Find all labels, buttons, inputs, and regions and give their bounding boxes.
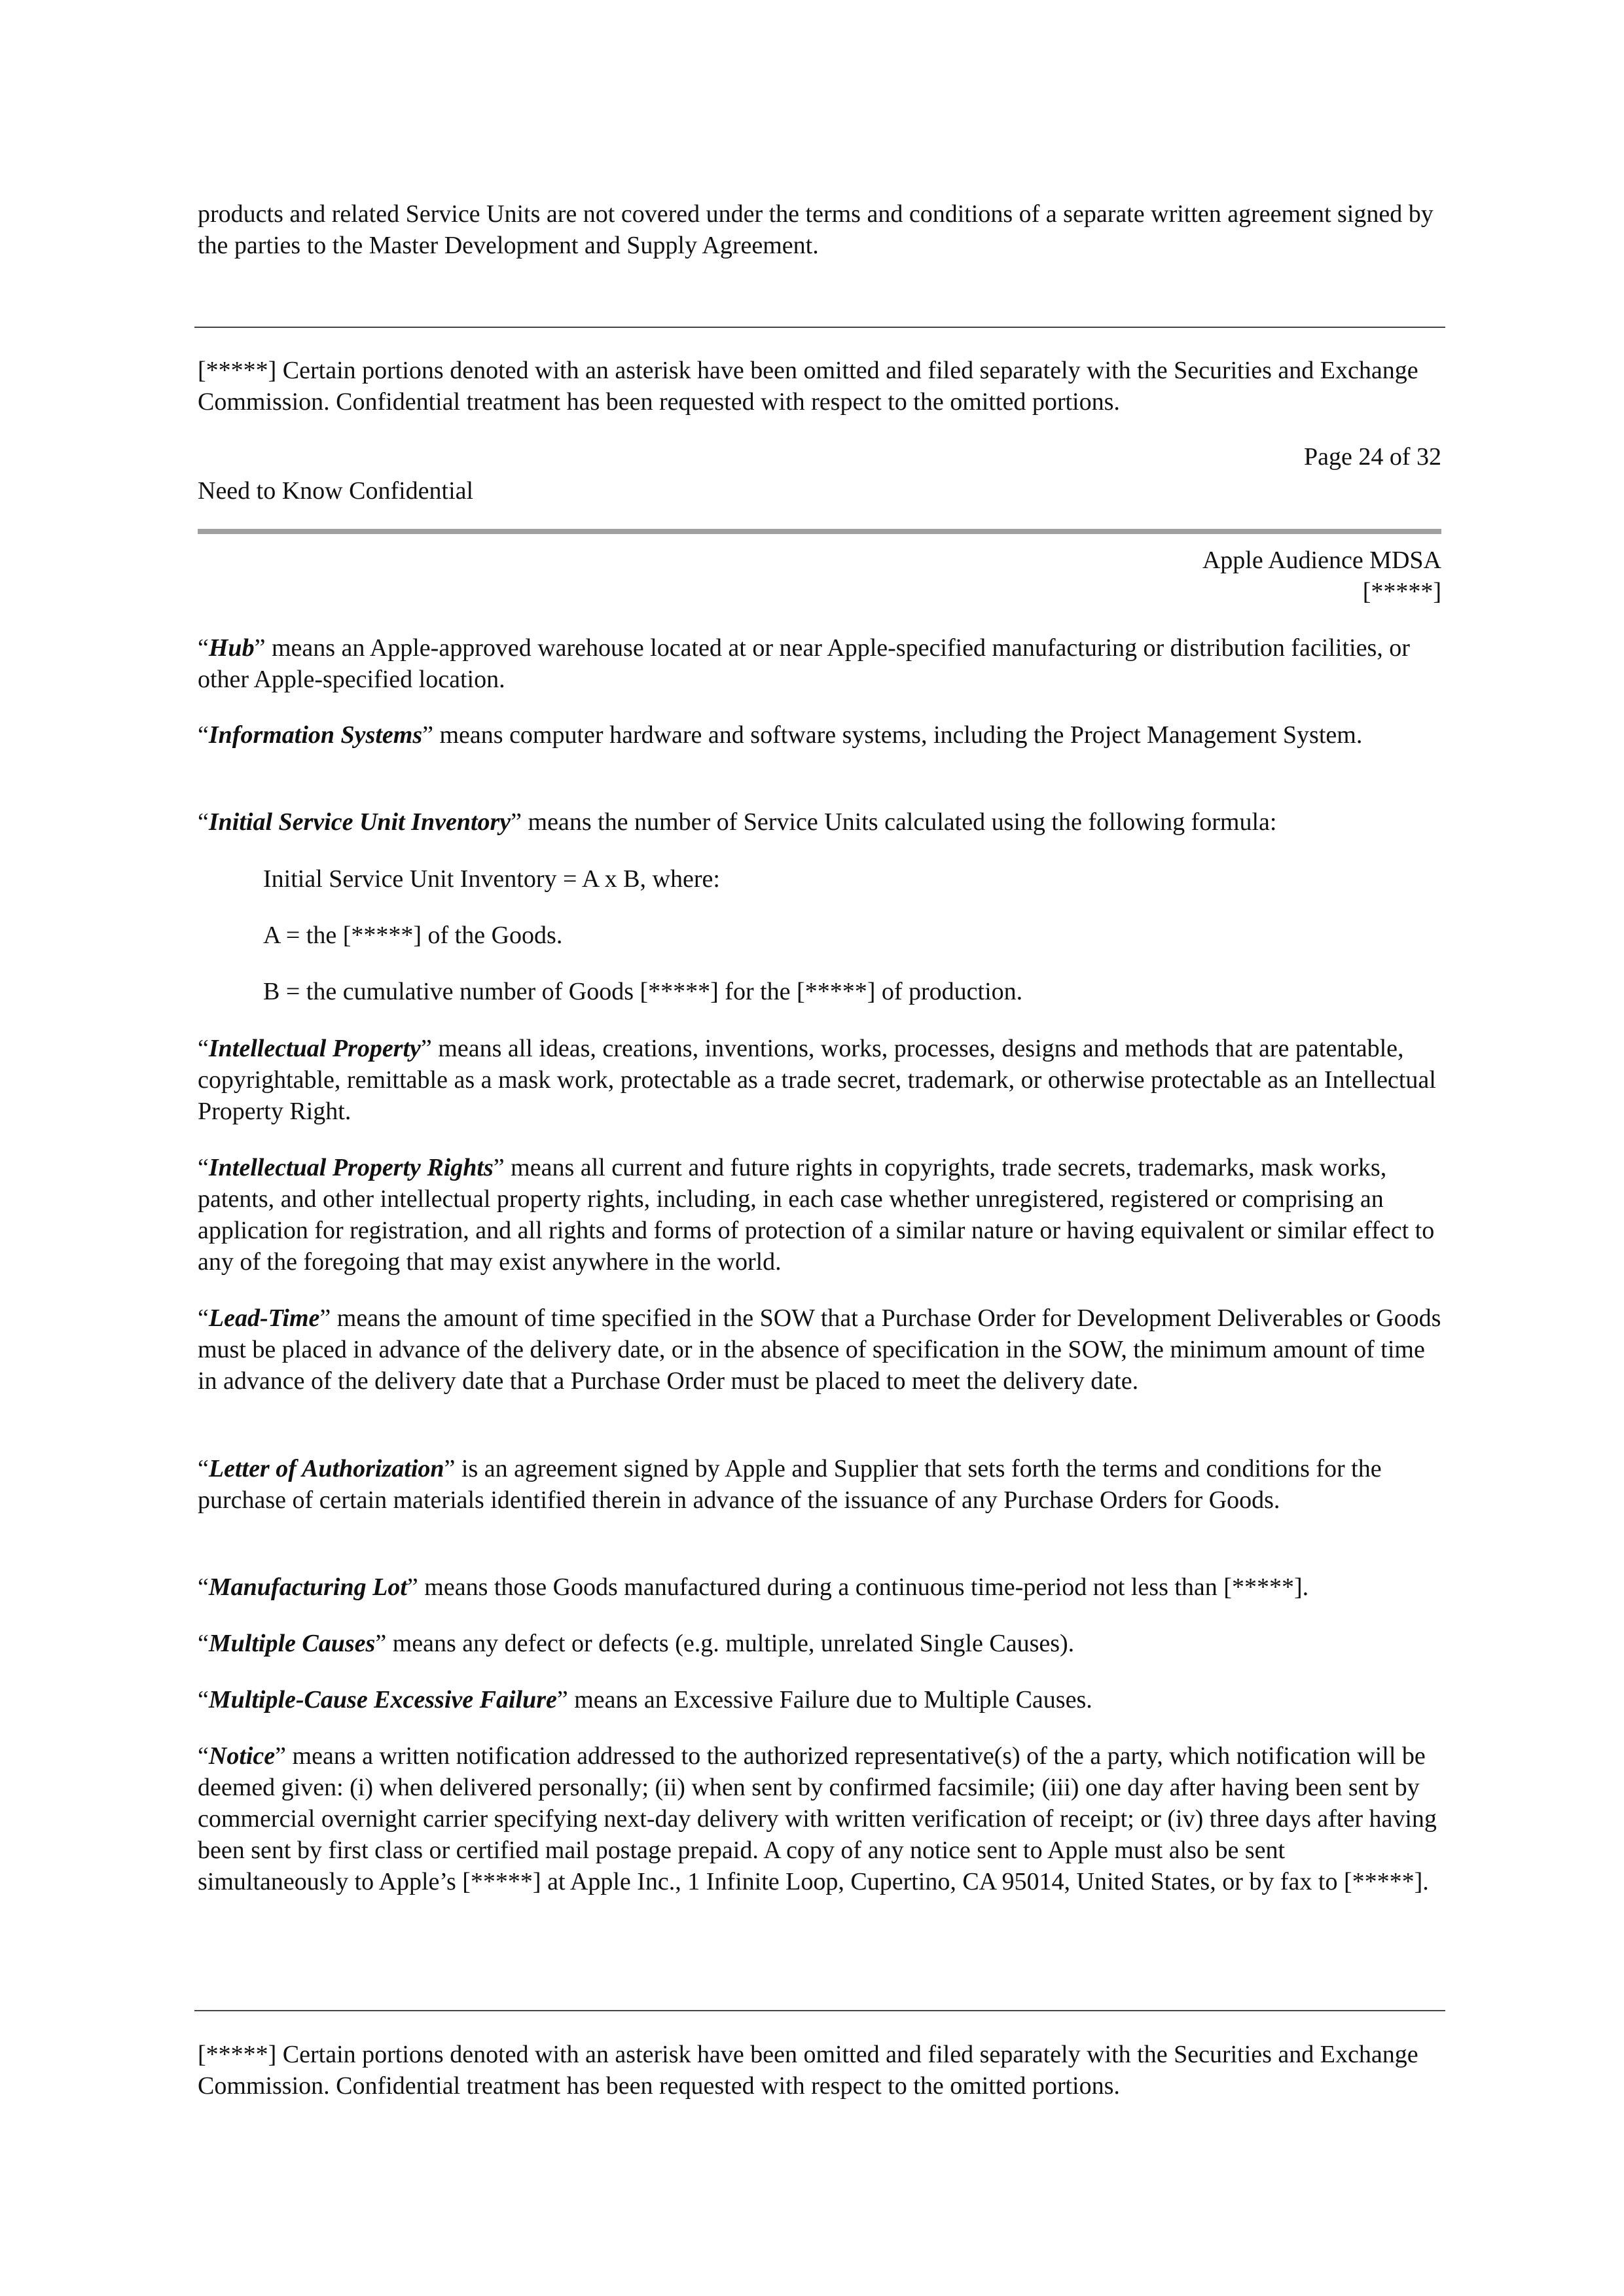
- definition-initial-service-unit-inventory: “Initial Service Unit Inventory” means the number of Service Units calculated using the following formula:: [198, 808, 1277, 836]
- definition-letter-of-authorization: “Letter of Authorization” is an agreement signed by Apple and Supplier that sets forth the terms and conditions for the purchase of certain materials identified therein in advance of the issuance of any Purchase Orders for Goods.: [198, 1455, 1382, 1514]
- definition-text: means those Goods manufactured during a continuous time-period not less than [*****].: [418, 1573, 1309, 1601]
- formula-variable-b: B = the cumulative number of Goods [*****] for the [*****] of production.: [263, 978, 1023, 1005]
- definition-text: means the number of Service Units calculated using the following formula:: [522, 808, 1277, 836]
- definition-text: means an Excessive Failure due to Multiple Causes.: [568, 1686, 1092, 1713]
- definition-text: means an Apple-approved warehouse located at or near Apple-specified manufacturing or distribution facilities, or other Apple-specified location.: [198, 634, 1410, 693]
- definition-manufacturing-lot: “Manufacturing Lot” means those Goods manufactured during a continuous time-period not less than [*****].: [198, 1573, 1309, 1601]
- definition-text: means any defect or defects (e.g. multiple, unrelated Single Causes).: [386, 1630, 1075, 1657]
- defined-term: Lead-Time: [208, 1304, 320, 1332]
- definition-information-systems: “Information Systems” means computer hardware and software systems, including the Project Management System.: [198, 721, 1363, 749]
- omission-footnote: [*****] Certain portions denoted with an asterisk have been omitted and filed separately with the Securities and Exchange Commission. Confidential treatment has been requested with respect to the omitted portions.: [198, 357, 1418, 416]
- defined-term: Manufacturing Lot: [208, 1573, 407, 1601]
- definition-text: is an agreement signed by Apple and Supplier that sets forth the terms and conditions for the purchase of certain materials identified therein in advance of the issuance of any Purchase Orders for Goods.: [198, 1455, 1382, 1514]
- omission-footnote-bottom: [*****] Certain portions denoted with an asterisk have been omitted and filed separately with the Securities and Exchange Commission. Confidential treatment has been requested with respect to the omitted portions.: [198, 2041, 1418, 2100]
- formula-line: Initial Service Unit Inventory = A x B, where:: [263, 865, 720, 893]
- defined-term: Initial Service Unit Inventory: [208, 808, 511, 836]
- definition-text: means computer hardware and software systems, including the Project Management System.: [433, 721, 1363, 749]
- page-divider: [198, 529, 1441, 534]
- definition-text: means a written notification addressed to the authorized representative(s) of the a party, which notification will be deemed given: (i) when delivered personally; (ii) when sent by confirmed facsimile; (iii) one day after having been sent by commercial overnight carrier specifying next-day delivery with written verification of receipt; or (iv) three days after having been sent by first class or certified mail postage prepaid. A copy of any notice sent to Apple must also be sent simultaneously to Apple’s [*****] at Apple Inc., 1 Infinite Loop, Cupertino, CA 95014, United States, or by fax to [*****].: [198, 1742, 1437, 1895]
- defined-term: Multiple Causes: [208, 1630, 376, 1657]
- defined-term: Information Systems: [208, 721, 423, 749]
- definition-intellectual-property: “Intellectual Property” means all ideas, creations, inventions, works, processes, designs and methods that are patentable, copyrightable, remittable as a mask work, protectable as a trade secret, trademark, or otherwise protectable as an Intellectual Property Right.: [198, 1035, 1436, 1125]
- defined-term: Multiple-Cause Excessive Failure: [208, 1686, 557, 1713]
- footnote-divider-bottom: [194, 2010, 1445, 2011]
- formula-variable-a: A = the [*****] of the Goods.: [263, 922, 563, 949]
- document-header: [198, 545, 1441, 607]
- definition-text: means all current and future rights in copyrights, trade secrets, trademarks, mask works, patents, and other intellectual property rights, including, in each case whether unregistered, registered or comprising an application for registration, and all rights and forms of protection of a similar nature or having equivalent or similar effect to any of the foregoing that may exist anywhere in the world.: [198, 1154, 1435, 1276]
- defined-term: Letter of Authorization: [208, 1455, 444, 1482]
- definition-lead-time: “Lead-Time” means the amount of time specified in the SOW that a Purchase Order for Development Deliverables or Goods must be placed in advance of the delivery date, or in the absence of specification in the SOW, the minimum amount of time in advance of the delivery date that a Purchase Order must be placed to meet the delivery date.: [198, 1304, 1441, 1395]
- definition-hub: “Hub” means an Apple-approved warehouse located at or near Apple-specified manufacturing or distribution facilities, or other Apple-specified location.: [198, 634, 1410, 693]
- defined-term: Intellectual Property Rights: [208, 1154, 494, 1181]
- continuation-paragraph: products and related Service Units are not covered under the terms and conditions of a separate written agreement signed by the parties to the Master Development and Supply Agreement.: [198, 200, 1434, 259]
- defined-term: Intellectual Property: [208, 1035, 421, 1062]
- definition-multiple-causes: “Multiple Causes” means any defect or defects (e.g. multiple, unrelated Single Causes).: [198, 1630, 1075, 1657]
- page-number: Page 24 of 32: [1303, 443, 1441, 471]
- footnote-divider: [194, 327, 1445, 328]
- document-title: Apple Audience MDSA: [1202, 547, 1441, 574]
- document-reference: [*****]: [1362, 578, 1441, 605]
- definition-text: means all ideas, creations, inventions, works, processes, designs and methods that are patentable, copyrightable, remittable as a mask work, protectable as a trade secret, trademark, or otherwise protectable as an Intellectual Property Right.: [198, 1035, 1436, 1125]
- confidentiality-label: Need to Know Confidential: [198, 477, 474, 505]
- definition-multiple-cause-excessive-failure: “Multiple-Cause Excessive Failure” means an Excessive Failure due to Multiple Causes.: [198, 1686, 1092, 1713]
- defined-term: Hub: [208, 634, 255, 662]
- definition-notice: “Notice” means a written notification addressed to the authorized representative(s) of the a party, which notification will be deemed given: (i) when delivered personally; (ii) when sent by confirmed facsimile; (iii) one day after having been sent by commercial overnight carrier specifying next-day delivery with written verification of receipt; or (iv) three days after having been sent by first class or certified mail postage prepaid. A copy of any notice sent to Apple must also be sent simultaneously to Apple’s [*****] at Apple Inc., 1 Infinite Loop, Cupertino, CA 95014, United States, or by fax to [*****].: [198, 1742, 1437, 1895]
- definition-text: means the amount of time specified in the SOW that a Purchase Order for Development Deliverables or Goods must be placed in advance of the delivery date, or in the absence of specification in the SOW, the minimum amount of time in advance of the delivery date that a Purchase Order must be placed to meet the delivery date.: [198, 1304, 1441, 1395]
- definition-intellectual-property-rights: “Intellectual Property Rights” means all current and future rights in copyrights, trade secrets, trademarks, mask works, patents, and other intellectual property rights, including, in each case whether unregistered, registered or comprising an application for registration, and all rights and forms of protection of a similar nature or having equivalent or similar effect to any of the foregoing that may exist anywhere in the world.: [198, 1154, 1435, 1276]
- defined-term: Notice: [208, 1742, 276, 1770]
